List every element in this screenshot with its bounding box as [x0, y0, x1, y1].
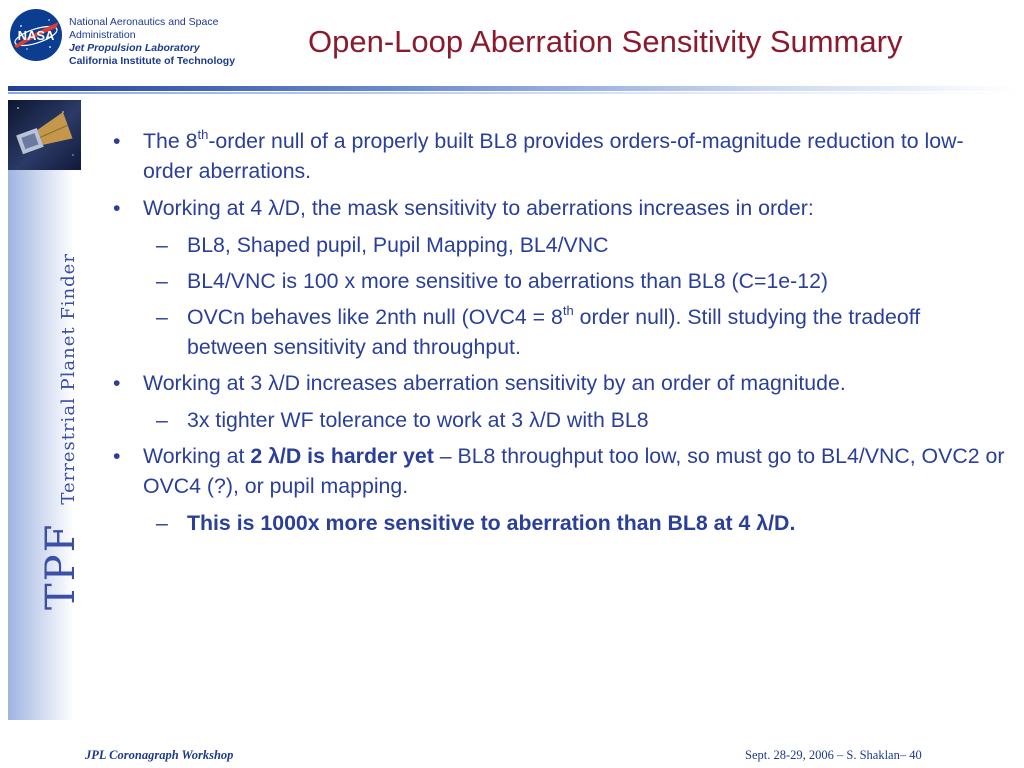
tpf-name: Terrestrial Planet Finder: [58, 253, 79, 505]
footer-workshop: JPL Coronagraph Workshop: [85, 748, 234, 762]
text-run: BL4/VNC is 100 x more sensitive to aberrations than BL8 (C=1e-12): [187, 269, 829, 293]
dash-marker: –: [156, 233, 168, 257]
sub-bullet-item: [105, 302, 1005, 362]
institution-line2: Administration: [69, 29, 136, 41]
text-run: Working at 4 λ/D, the mask sensitivity to aberrations increases in order:: [143, 196, 814, 220]
text-run: -order null of a properly built BL8 provides orders-of-magnitude reduction to low-order aberrations.: [143, 129, 964, 183]
bullet-item: [105, 441, 1005, 501]
bullet-marker: •: [113, 129, 121, 153]
superscript: th: [562, 303, 574, 318]
nasa-logo: [9, 8, 63, 62]
bullet-list: [105, 126, 1005, 544]
text-run: 3x tighter WF tolerance to work at 3 λ/D with BL8: [187, 408, 649, 432]
superscript: th: [197, 127, 209, 142]
sub-bullet-item: [105, 508, 1005, 538]
bold-text: 2 λ/D is harder yet: [250, 444, 434, 468]
institution-block: [69, 16, 235, 68]
text-run: The 8: [143, 129, 198, 153]
text-run: OVCn behaves like 2nth null (OVC4 = 8: [187, 305, 563, 329]
bold-text: This is 1000x more sensitive to aberration than BL8 at 4 λ/D.: [187, 511, 796, 535]
institution-line1: National Aeronautics and Space: [69, 16, 219, 28]
bullet-marker: •: [113, 444, 121, 468]
dash-marker: –: [156, 511, 168, 535]
institute-name: California Institute of Technology: [69, 55, 236, 67]
bullet-marker: •: [113, 371, 121, 395]
bullet-text: [143, 129, 964, 183]
bullet-item: [105, 193, 1005, 223]
bullet-text: [143, 444, 1004, 498]
sub-bullet-item: [105, 266, 1005, 296]
tpf-vertical-label: [38, 253, 84, 610]
bullet-text: [187, 511, 795, 535]
bullet-text: [143, 371, 846, 395]
slide-title: Open-Loop Aberration Sensitivity Summary: [308, 24, 903, 59]
lab-name: Jet Propulsion Laboratory: [69, 42, 200, 54]
bullet-item: [105, 126, 1005, 186]
header-divider-secondary: [8, 92, 1018, 94]
text-run: order null). Still studying the tradeoff between sensitivity and throughput.: [187, 305, 921, 359]
text-run: Working at 3 λ/D increases aberration sensitivity by an order of magnitude.: [143, 371, 846, 395]
bullet-text: [187, 269, 828, 293]
tpf-acronym: TPF: [38, 522, 84, 610]
bullet-marker: •: [113, 196, 121, 220]
sub-bullet-item: [105, 230, 1005, 260]
svg-text:NASA: NASA: [17, 28, 55, 43]
telescope-image: [8, 100, 81, 170]
text-run: BL8, Shaped pupil, Pupil Mapping, BL4/VNC: [187, 233, 609, 257]
bullet-text: [187, 408, 649, 432]
footer-date-author: Sept. 28-29, 2006 – S. Shaklan– 40: [745, 748, 922, 762]
bullet-item: [105, 368, 1005, 398]
text-run: Working at: [143, 444, 251, 468]
text-run: – BL8 throughput too low, so must go to BL4/VNC, OVC2 or OVC4 (?), or pupil mapping.: [143, 444, 1005, 498]
dash-marker: –: [156, 305, 168, 329]
dash-marker: –: [156, 408, 168, 432]
bullet-text: [143, 196, 814, 220]
dash-marker: –: [156, 269, 168, 293]
sub-bullet-item: [105, 405, 1005, 435]
bullet-text: [187, 305, 920, 359]
bullet-text: [187, 233, 608, 257]
header-divider: [8, 86, 1018, 91]
